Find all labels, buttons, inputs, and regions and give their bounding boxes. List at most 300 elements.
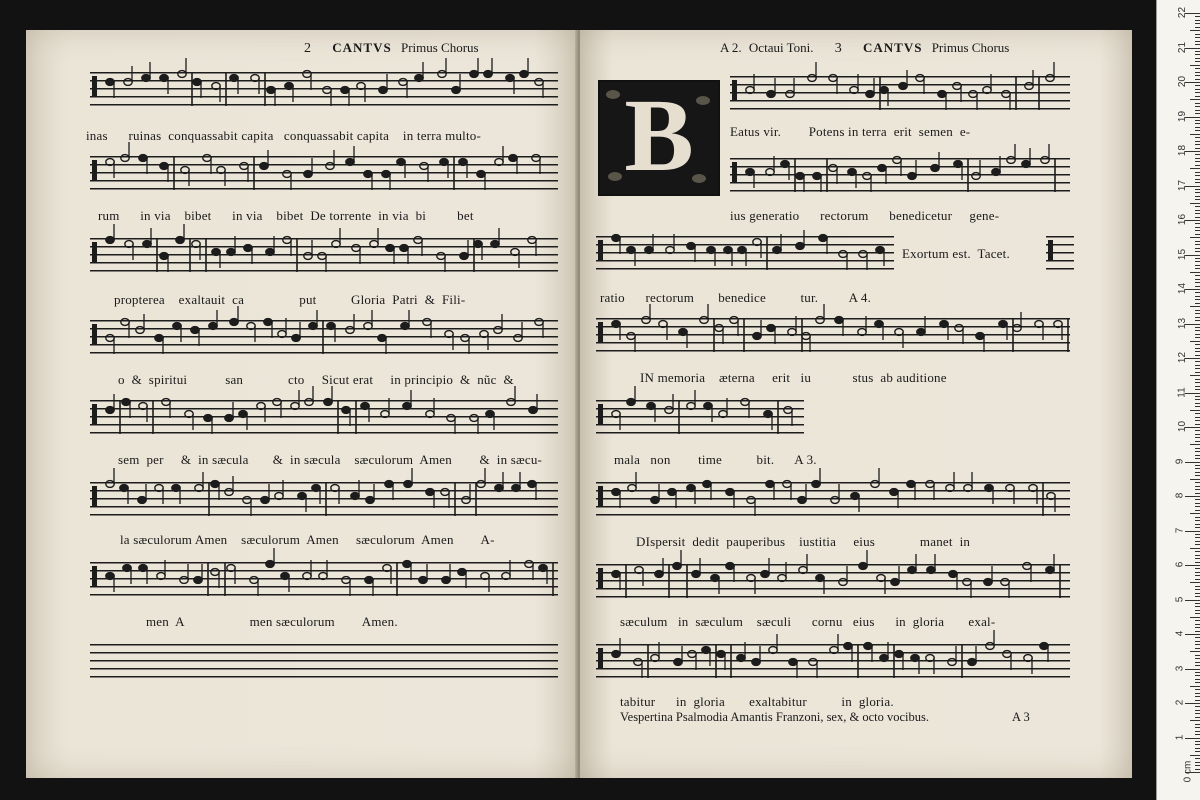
ruler-label: 8 bbox=[1174, 492, 1186, 499]
ruler-minor-tick bbox=[1195, 386, 1200, 387]
ruler-minor-tick bbox=[1195, 510, 1200, 511]
note bbox=[326, 163, 334, 170]
note bbox=[399, 79, 407, 86]
note bbox=[525, 561, 533, 568]
note bbox=[460, 253, 468, 260]
ruler-minor-tick bbox=[1195, 679, 1200, 680]
note bbox=[679, 329, 687, 336]
note bbox=[911, 655, 919, 662]
ruler-minor-tick bbox=[1195, 489, 1200, 490]
note bbox=[507, 399, 515, 406]
note bbox=[829, 165, 837, 172]
note bbox=[968, 659, 976, 666]
note bbox=[357, 83, 365, 90]
note bbox=[908, 567, 916, 574]
note bbox=[445, 331, 453, 338]
empty-music-staff bbox=[90, 644, 558, 678]
note bbox=[880, 655, 888, 662]
ruler-minor-tick bbox=[1195, 230, 1200, 231]
ruler-minor-tick bbox=[1195, 417, 1200, 418]
note bbox=[352, 245, 360, 252]
note bbox=[940, 321, 948, 328]
note bbox=[123, 565, 131, 572]
ruler-minor-tick bbox=[1195, 648, 1200, 649]
note bbox=[976, 333, 984, 340]
lyric-line: DIspersit dedit pauperibus iustitia eius manet in bbox=[636, 534, 971, 549]
note bbox=[361, 403, 369, 410]
notes-layer bbox=[90, 228, 558, 284]
ruler-minor-tick bbox=[1195, 700, 1200, 701]
clef bbox=[732, 162, 737, 182]
ruler-minor-tick bbox=[1195, 320, 1200, 321]
ruler-minor-tick bbox=[1190, 237, 1200, 238]
ruler-minor-tick bbox=[1190, 168, 1200, 169]
ruler-minor-tick bbox=[1195, 327, 1200, 328]
ruler-minor-tick bbox=[1195, 741, 1200, 742]
note bbox=[176, 237, 184, 244]
note bbox=[687, 243, 695, 250]
note bbox=[278, 331, 286, 338]
ruler-minor-tick bbox=[1190, 651, 1200, 652]
ruler-minor-tick bbox=[1195, 368, 1200, 369]
ruler-minor-tick bbox=[1195, 717, 1200, 718]
ruler-label: 2 bbox=[1174, 699, 1186, 706]
ruler-minor-tick bbox=[1195, 613, 1200, 614]
note bbox=[364, 171, 372, 178]
note bbox=[627, 333, 635, 340]
note bbox=[773, 247, 781, 254]
note bbox=[346, 327, 354, 334]
note bbox=[761, 571, 769, 578]
note bbox=[106, 407, 114, 414]
note bbox=[969, 91, 977, 98]
notes-layer bbox=[730, 148, 1070, 204]
note bbox=[370, 241, 378, 248]
ruler-minor-tick bbox=[1195, 379, 1200, 380]
ruler-minor-tick bbox=[1195, 313, 1200, 314]
note bbox=[715, 325, 723, 332]
note bbox=[955, 325, 963, 332]
ruler-minor-tick bbox=[1195, 16, 1200, 17]
ruler-minor-tick bbox=[1195, 37, 1200, 38]
ruler-minor-tick bbox=[1195, 282, 1200, 283]
note bbox=[812, 481, 820, 488]
note bbox=[283, 237, 291, 244]
lyric-line: ius generatio rectorum benedicetur gene- bbox=[730, 208, 1000, 223]
note bbox=[687, 403, 695, 410]
ruler-minor-tick bbox=[1195, 586, 1200, 587]
lyric-line: propterea exaltauit ca put Gloria Patri & Fili- bbox=[114, 292, 466, 307]
note bbox=[963, 579, 971, 586]
note bbox=[261, 497, 269, 504]
note bbox=[719, 411, 727, 418]
note bbox=[1013, 325, 1021, 332]
ruler-tick bbox=[1185, 669, 1200, 670]
ruler-minor-tick bbox=[1195, 734, 1200, 735]
ruler-minor-tick bbox=[1195, 20, 1200, 21]
clef bbox=[92, 566, 97, 586]
note bbox=[1025, 83, 1033, 90]
clef bbox=[92, 76, 97, 96]
ruler-minor-tick bbox=[1195, 631, 1200, 632]
ruler-minor-tick bbox=[1195, 562, 1200, 563]
ruler-minor-tick bbox=[1195, 696, 1200, 697]
ruler-minor-tick bbox=[1195, 637, 1200, 638]
note bbox=[351, 493, 359, 500]
note bbox=[964, 485, 972, 492]
note bbox=[303, 71, 311, 78]
note bbox=[917, 329, 925, 336]
note bbox=[829, 75, 837, 82]
note bbox=[312, 485, 320, 492]
note bbox=[195, 485, 203, 492]
note bbox=[139, 403, 147, 410]
note bbox=[217, 167, 225, 174]
note bbox=[291, 403, 299, 410]
ruler-minor-tick bbox=[1195, 589, 1200, 590]
lyric-line: IN memoria æterna erit iu stus ab auditione bbox=[640, 370, 947, 385]
clef bbox=[92, 404, 97, 424]
note bbox=[397, 159, 405, 166]
note bbox=[1024, 655, 1032, 662]
ruler-minor-tick bbox=[1195, 244, 1200, 245]
note bbox=[230, 319, 238, 326]
ruler-minor-tick bbox=[1190, 341, 1200, 342]
note bbox=[506, 75, 514, 82]
note bbox=[204, 415, 212, 422]
notes-layer bbox=[90, 62, 558, 118]
note bbox=[484, 71, 492, 78]
note bbox=[106, 159, 114, 166]
ruler-minor-tick bbox=[1195, 713, 1200, 714]
note bbox=[799, 567, 807, 574]
note bbox=[1054, 321, 1062, 328]
note bbox=[495, 485, 503, 492]
music-staff bbox=[596, 400, 804, 434]
note bbox=[687, 485, 695, 492]
note bbox=[628, 485, 636, 492]
note bbox=[877, 575, 885, 582]
lyric-line: mala non time bit. A 3. bbox=[614, 452, 817, 467]
header-subtitle: Primus Chorus bbox=[931, 40, 1010, 55]
ruler-minor-tick bbox=[1195, 61, 1200, 62]
ruler-minor-tick bbox=[1195, 665, 1200, 666]
music-staff bbox=[90, 156, 558, 190]
ruler-minor-tick bbox=[1195, 286, 1200, 287]
ruler-label: 3 bbox=[1174, 665, 1186, 671]
ruler-minor-tick bbox=[1195, 641, 1200, 642]
note bbox=[247, 323, 255, 330]
notes-layer bbox=[90, 472, 558, 528]
ruler-tick bbox=[1185, 565, 1200, 566]
note bbox=[746, 169, 754, 176]
ruler-minor-tick bbox=[1195, 296, 1200, 297]
lyric-line: sem per & in sæcula & in sæcula sæculorum Amen & in sæcu- bbox=[118, 452, 543, 467]
ruler-minor-tick bbox=[1190, 513, 1200, 514]
ruler-minor-tick bbox=[1195, 555, 1200, 556]
note bbox=[342, 577, 350, 584]
note bbox=[880, 87, 888, 94]
note bbox=[437, 253, 445, 260]
note bbox=[382, 171, 390, 178]
note bbox=[813, 173, 821, 180]
note bbox=[666, 247, 674, 254]
ruler-minor-tick bbox=[1195, 165, 1200, 166]
note bbox=[160, 163, 168, 170]
music-staff bbox=[90, 72, 558, 106]
note bbox=[327, 323, 335, 330]
ruler-minor-tick bbox=[1195, 420, 1200, 421]
note bbox=[379, 87, 387, 94]
ruler-minor-tick bbox=[1195, 544, 1200, 545]
ruler-minor-tick bbox=[1195, 241, 1200, 242]
note bbox=[251, 75, 259, 82]
note bbox=[401, 323, 409, 330]
music-staff bbox=[730, 158, 1070, 192]
note bbox=[157, 573, 165, 580]
lyric-line: men A men sæculorum Amen. bbox=[146, 614, 398, 629]
ruler-minor-tick bbox=[1195, 551, 1200, 552]
note bbox=[440, 159, 448, 166]
note bbox=[491, 241, 499, 248]
note bbox=[192, 241, 200, 248]
footer-note: Vespertina Psalmodia Amantis Franzoni, sex, & octo vocibus. bbox=[620, 710, 929, 724]
note bbox=[143, 241, 151, 248]
note bbox=[1006, 485, 1014, 492]
ruler-minor-tick bbox=[1195, 486, 1200, 487]
note bbox=[635, 567, 643, 574]
note bbox=[211, 481, 219, 488]
note bbox=[512, 485, 520, 492]
note bbox=[106, 481, 114, 488]
note bbox=[298, 493, 306, 500]
note bbox=[441, 489, 449, 496]
note bbox=[378, 335, 386, 342]
ruler-minor-tick bbox=[1195, 430, 1200, 431]
ruler-minor-tick bbox=[1195, 727, 1200, 728]
ruler-minor-tick bbox=[1195, 275, 1200, 276]
lyric-line: tabitur in gloria exaltabitur in gloria. bbox=[620, 694, 894, 709]
ruler-minor-tick bbox=[1195, 482, 1200, 483]
note bbox=[717, 651, 725, 658]
music-staff bbox=[596, 564, 1070, 598]
ruler-minor-tick bbox=[1195, 437, 1200, 438]
note bbox=[203, 155, 211, 162]
page-number: 2 bbox=[304, 41, 311, 56]
note bbox=[1001, 579, 1009, 586]
clef bbox=[92, 160, 97, 180]
ruler-minor-tick bbox=[1195, 106, 1200, 107]
note bbox=[839, 579, 847, 586]
note bbox=[778, 575, 786, 582]
note bbox=[480, 331, 488, 338]
ruler-minor-tick bbox=[1190, 30, 1200, 31]
note bbox=[866, 91, 874, 98]
ruler-minor-tick bbox=[1195, 758, 1200, 759]
note bbox=[1003, 651, 1011, 658]
note bbox=[281, 573, 289, 580]
note bbox=[835, 317, 843, 324]
ruler-minor-tick bbox=[1195, 120, 1200, 121]
note bbox=[240, 163, 248, 170]
note bbox=[946, 485, 954, 492]
note bbox=[173, 323, 181, 330]
clef bbox=[598, 486, 603, 506]
music-staff bbox=[90, 482, 558, 516]
ruler-label: 5 bbox=[1174, 596, 1186, 602]
note bbox=[786, 91, 794, 98]
ruler-minor-tick bbox=[1195, 568, 1200, 569]
note bbox=[125, 241, 133, 248]
note bbox=[459, 159, 467, 166]
note bbox=[796, 243, 804, 250]
note bbox=[181, 167, 189, 174]
note bbox=[802, 333, 810, 340]
ruler-minor-tick bbox=[1195, 620, 1200, 621]
ruler-minor-tick bbox=[1195, 675, 1200, 676]
note bbox=[514, 335, 522, 342]
note bbox=[796, 173, 804, 180]
note bbox=[788, 329, 796, 336]
note bbox=[250, 577, 258, 584]
ruler-minor-tick bbox=[1195, 210, 1200, 211]
note bbox=[275, 493, 283, 500]
ruler-label: 7 bbox=[1174, 527, 1186, 533]
note bbox=[895, 329, 903, 336]
ruler-minor-tick bbox=[1195, 161, 1200, 162]
ruler-minor-tick bbox=[1195, 455, 1200, 456]
ruler-minor-tick bbox=[1195, 182, 1200, 183]
note bbox=[142, 75, 150, 82]
note bbox=[155, 335, 163, 342]
ruler-minor-tick bbox=[1195, 72, 1200, 73]
note bbox=[285, 83, 293, 90]
note bbox=[839, 251, 847, 258]
note bbox=[414, 237, 422, 244]
ruler-tick bbox=[1185, 738, 1200, 739]
note bbox=[890, 489, 898, 496]
left-page bbox=[26, 30, 578, 778]
ruler-minor-tick bbox=[1195, 75, 1200, 76]
note bbox=[752, 659, 760, 666]
ruler-minor-tick bbox=[1190, 410, 1200, 411]
header-subtitle: Primus Chorus bbox=[400, 40, 479, 55]
note bbox=[244, 245, 252, 252]
note bbox=[423, 319, 431, 326]
ruler-minor-tick bbox=[1195, 348, 1200, 349]
note bbox=[783, 481, 791, 488]
note bbox=[426, 411, 434, 418]
note bbox=[366, 497, 374, 504]
note bbox=[851, 493, 859, 500]
ruler-minor-tick bbox=[1190, 134, 1200, 135]
note bbox=[863, 173, 871, 180]
ruler-minor-tick bbox=[1195, 206, 1200, 207]
note bbox=[634, 659, 642, 666]
ruler-minor-tick bbox=[1195, 189, 1200, 190]
ruler-minor-tick bbox=[1190, 720, 1200, 721]
note bbox=[185, 411, 193, 418]
ruler-minor-tick bbox=[1195, 365, 1200, 366]
note bbox=[848, 169, 856, 176]
note bbox=[341, 87, 349, 94]
lyric-line: sæculum in sæculum sæculi cornu eius in gloria exal- bbox=[620, 614, 996, 629]
ruler-minor-tick bbox=[1195, 541, 1200, 542]
ruler-minor-tick bbox=[1195, 85, 1200, 86]
ruler-label: 0 cm bbox=[1182, 760, 1194, 783]
note bbox=[385, 481, 393, 488]
note bbox=[212, 249, 220, 256]
note bbox=[260, 163, 268, 170]
note bbox=[766, 169, 774, 176]
note bbox=[331, 485, 339, 492]
music-staff bbox=[596, 482, 1070, 516]
note bbox=[808, 75, 816, 82]
note bbox=[747, 497, 755, 504]
note bbox=[458, 569, 466, 576]
page-number: 3 bbox=[834, 41, 842, 56]
ruler-minor-tick bbox=[1195, 413, 1200, 414]
note bbox=[266, 249, 274, 256]
note bbox=[509, 155, 517, 162]
ruler-minor-tick bbox=[1195, 596, 1200, 597]
ruler-minor-tick bbox=[1195, 403, 1200, 404]
ruler-label: 4 bbox=[1174, 630, 1186, 637]
clef bbox=[1048, 240, 1053, 260]
note bbox=[520, 71, 528, 78]
ruler-minor-tick bbox=[1195, 751, 1200, 752]
note bbox=[984, 579, 992, 586]
note bbox=[726, 563, 734, 570]
music-staff bbox=[730, 76, 1070, 110]
note bbox=[438, 71, 446, 78]
note bbox=[230, 75, 238, 82]
note bbox=[949, 571, 957, 578]
note bbox=[324, 399, 332, 406]
note bbox=[895, 651, 903, 658]
note bbox=[983, 87, 991, 94]
note bbox=[303, 573, 311, 580]
ruler-minor-tick bbox=[1195, 499, 1200, 500]
note bbox=[927, 567, 935, 574]
ruler-minor-tick bbox=[1190, 203, 1200, 204]
ruler-minor-tick bbox=[1195, 451, 1200, 452]
note bbox=[191, 327, 199, 334]
ruler-minor-tick bbox=[1190, 479, 1200, 480]
note bbox=[674, 659, 682, 666]
note bbox=[1007, 157, 1015, 164]
measuring-ruler bbox=[1156, 0, 1200, 800]
note bbox=[346, 159, 354, 166]
note bbox=[225, 489, 233, 496]
ruler-minor-tick bbox=[1195, 424, 1200, 425]
ruler-minor-tick bbox=[1195, 137, 1200, 138]
ruler-minor-tick bbox=[1195, 351, 1200, 352]
ruler-minor-tick bbox=[1195, 603, 1200, 604]
ruler-minor-tick bbox=[1195, 493, 1200, 494]
note bbox=[267, 87, 275, 94]
ruler-minor-tick bbox=[1195, 303, 1200, 304]
note bbox=[209, 323, 217, 330]
note bbox=[747, 575, 755, 582]
ruler-minor-tick bbox=[1195, 158, 1200, 159]
note bbox=[292, 335, 300, 342]
note bbox=[816, 575, 824, 582]
note bbox=[816, 317, 824, 324]
ruler-minor-tick bbox=[1195, 724, 1200, 725]
note bbox=[850, 87, 858, 94]
ruler-minor-tick bbox=[1195, 472, 1200, 473]
